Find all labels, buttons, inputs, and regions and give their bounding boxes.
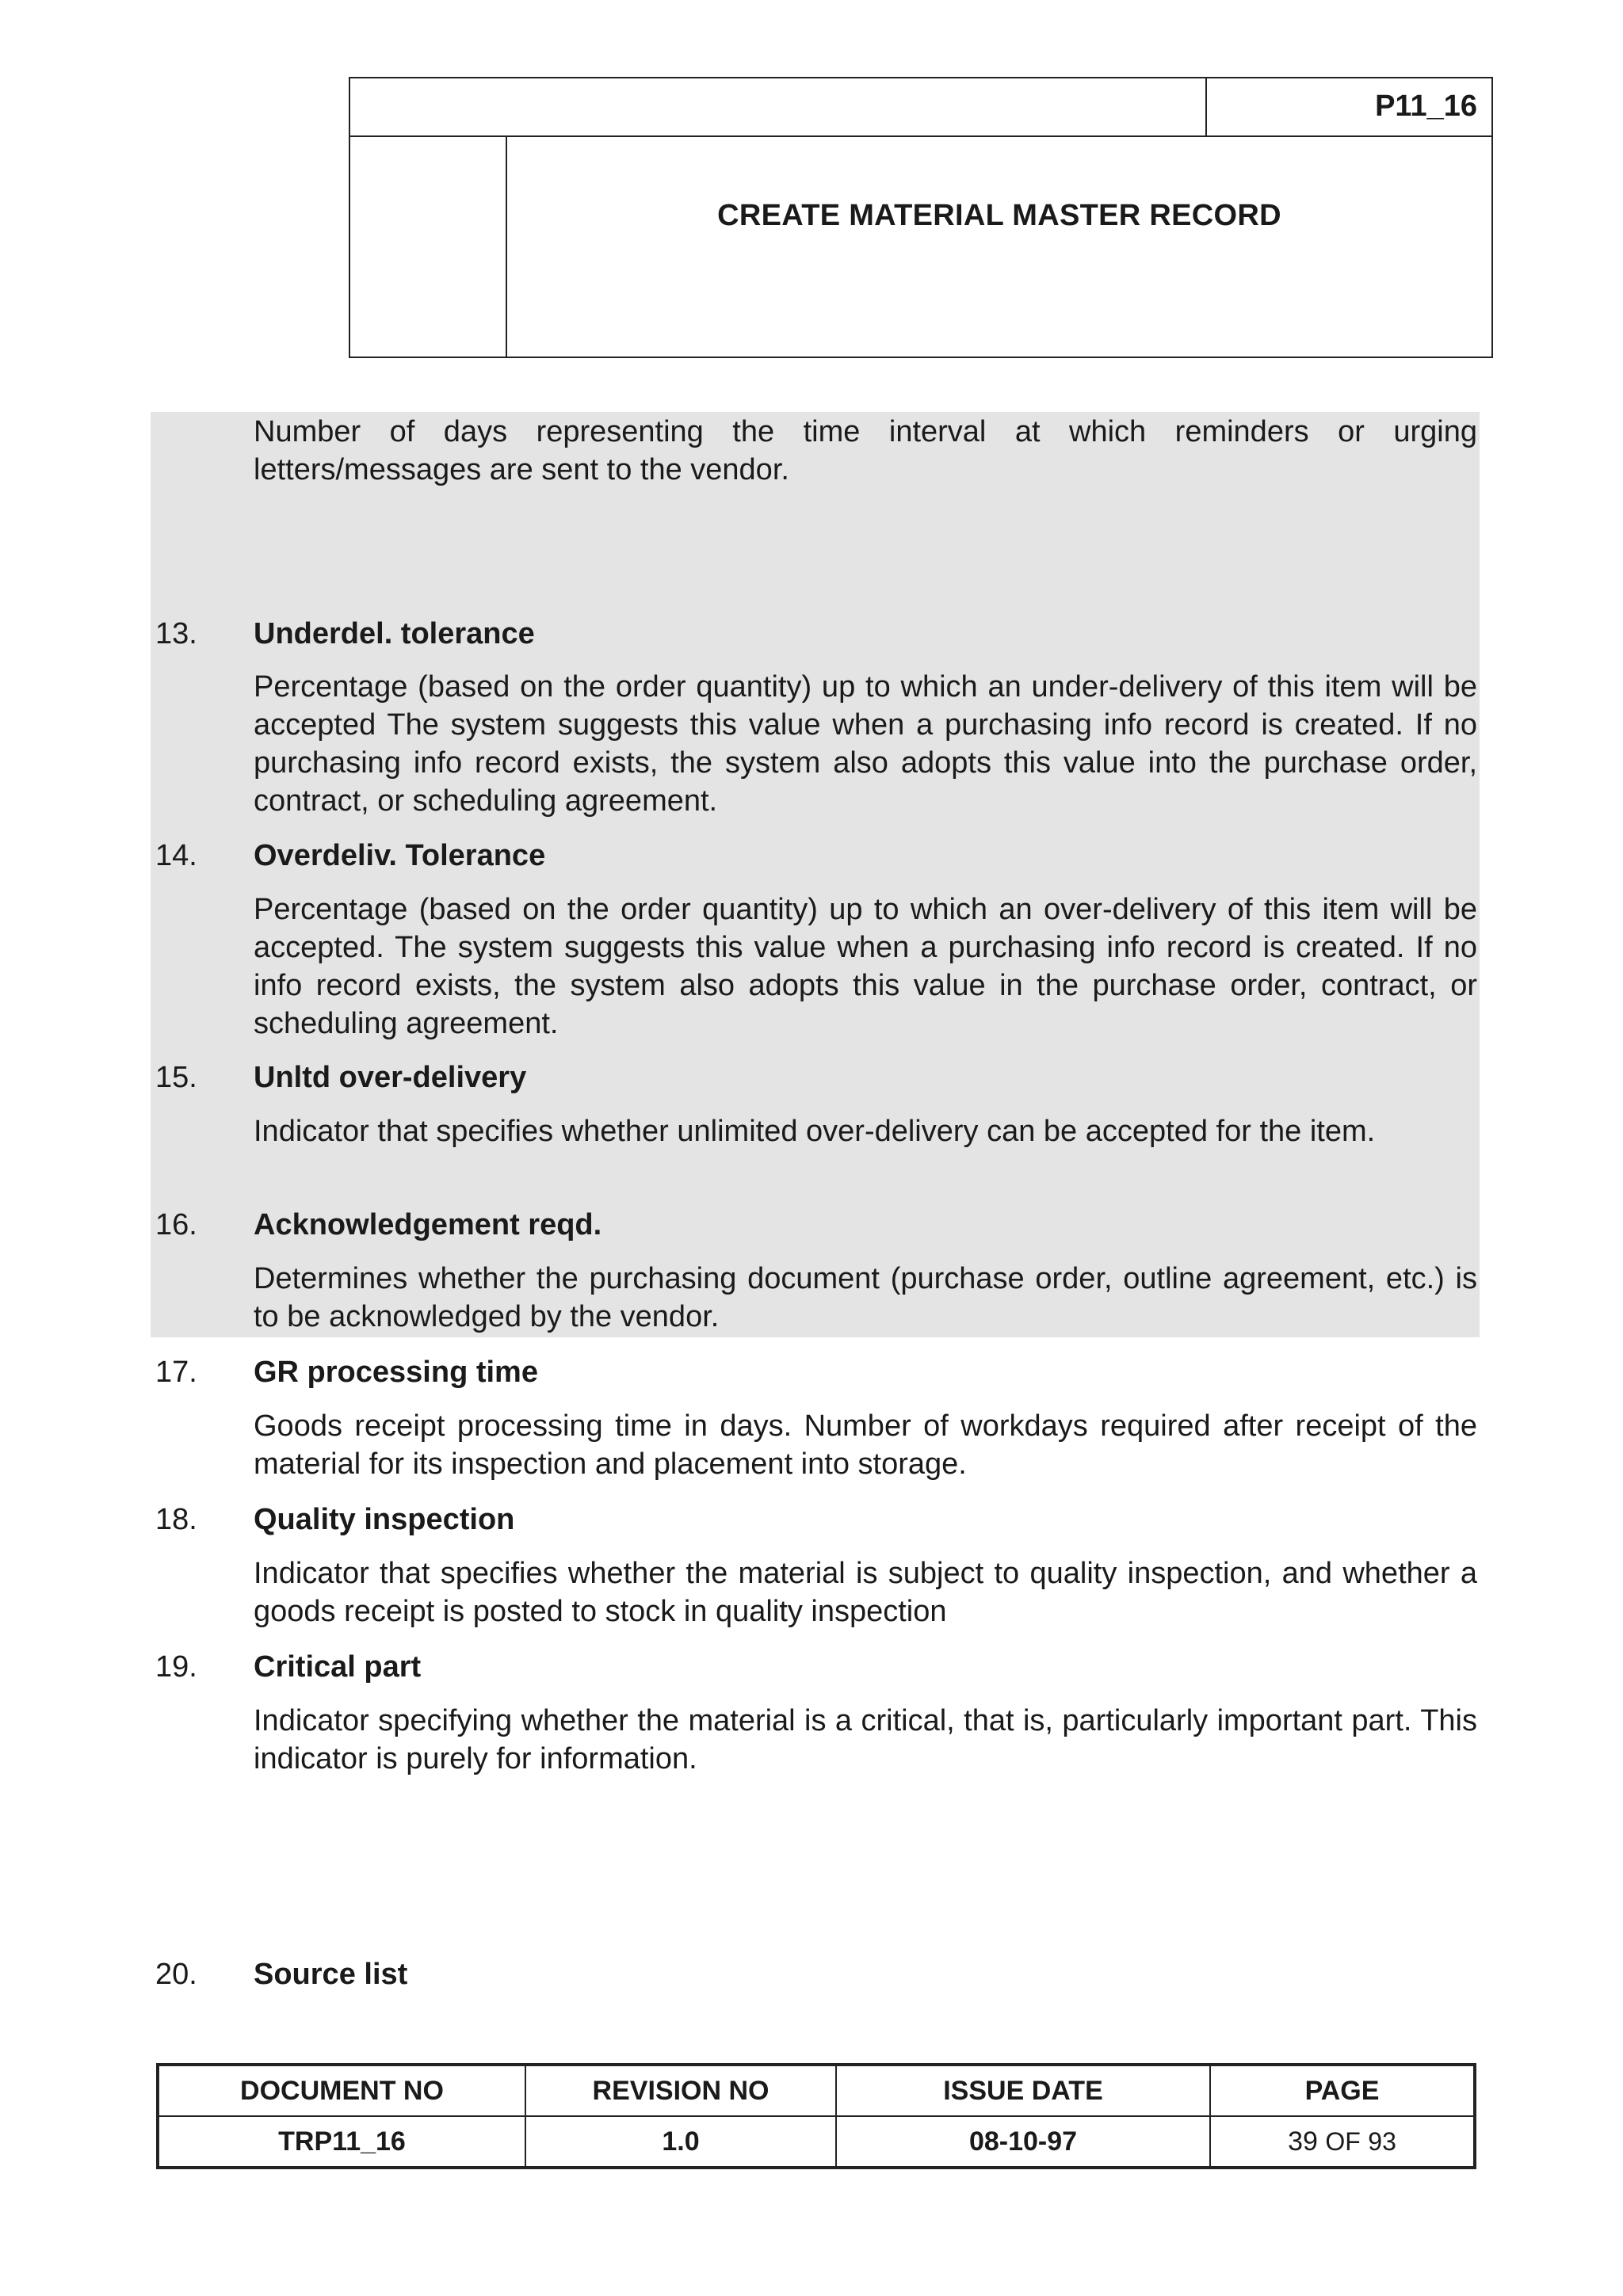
item-number: 14. [155,839,197,872]
page-number [1210,2116,1475,2168]
page-current: 39 [1288,2126,1318,2157]
footer-header-cell: REVISION NO [525,2065,836,2116]
revision-number: 1.0 [525,2116,836,2168]
document-number: TRP11_16 [158,2116,525,2168]
footer-header-row [158,2065,1475,2116]
item-title: GR processing time [254,1356,538,1389]
item-description: Percentage (based on the order quantity) up to which an over-delivery of this item will be accepted. The system suggests this value when a purchasing info record is created. If no info record exists, the system also adopts this value in the purchase order, contract, or scheduling agreement. [254,893,1477,1040]
intro-paragraph: Number of days representing the time interval at which reminders or urging letters/messages are sent to the vendor. [254,415,1477,486]
item-description: Indicator specifying whether the material is a critical, that is, particularly important part. This indicator is purely for information. [254,1704,1477,1775]
footer-header-cell: ISSUE DATE [836,2065,1210,2116]
issue-date: 08-10-97 [836,2116,1210,2168]
highlighted-section [151,412,1480,1337]
header-divider [1205,78,1207,135]
item-title: Quality inspection [254,1503,515,1536]
header-divider [350,135,1491,137]
item-number: 16. [155,1208,197,1241]
item-description: Percentage (based on the order quantity) up to which an under-delivery of this item will be accepted The system suggests this value when a purchasing info record is created. If no purchasing info record exists, the system also adopts this value into the purchase order, contract, or scheduling agreement. [254,670,1477,818]
item-number: 13. [155,617,197,650]
item-title: Underdel. tolerance [254,617,535,650]
item-number: 15. [155,1061,197,1094]
page-of-label: OF [1325,2126,1361,2156]
page-total: 93 [1368,2126,1396,2156]
document-code: P11_16 [1375,90,1477,123]
item-title: Source list [254,1958,408,1991]
document-footer-table [156,2063,1476,2169]
footer-value-row [158,2116,1475,2168]
header-divider [506,135,507,357]
item-number: 20. [155,1958,197,1991]
item-description: Indicator that specifies whether the material is subject to quality inspection, and whether a goods receipt is posted to stock in quality inspection [254,1557,1477,1628]
item-number: 18. [155,1503,197,1536]
item-number: 17. [155,1356,197,1389]
document-title: CREATE MATERIAL MASTER RECORD [717,199,1281,232]
item-title: Acknowledgement reqd. [254,1208,602,1241]
item-description: Indicator that specifies whether unlimited over-delivery can be accepted for the item. [254,1115,1376,1148]
item-title: Overdeliv. Tolerance [254,839,546,872]
item-description: Goods receipt processing time in days. Number of workdays required after receipt of the material for its inspection and placement into storage. [254,1409,1477,1481]
item-description: Determines whether the purchasing document (purchase order, outline agreement, etc.) is to be acknowledged by the vendor. [254,1262,1477,1333]
item-number: 19. [155,1650,197,1684]
footer-header-cell: DOCUMENT NO [158,2065,525,2116]
item-title: Unltd over-delivery [254,1061,527,1094]
item-title: Critical part [254,1650,422,1684]
document-header [349,77,1493,358]
footer-header-cell: PAGE [1210,2065,1475,2116]
